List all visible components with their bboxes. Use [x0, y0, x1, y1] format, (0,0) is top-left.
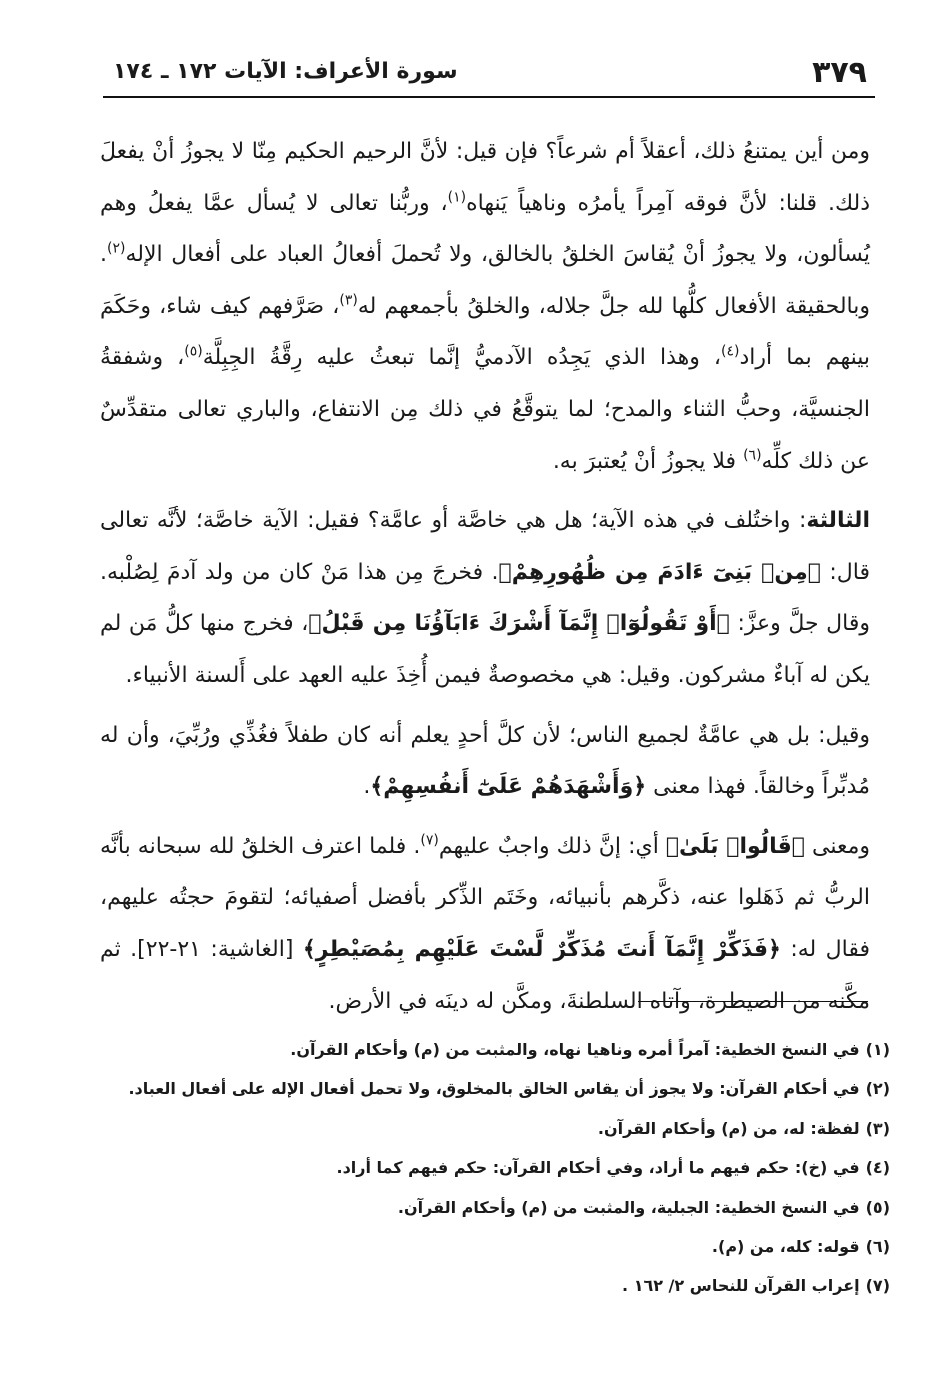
footnote-ref[interactable]: (١): [447, 189, 467, 206]
footnote-item: [100, 1266, 890, 1305]
text-run: ومعنى: [804, 833, 870, 859]
text-run: [الغاشية: ٢١-٢٢]. ثم مكَّنه من الصيطرة، وآتاه السلطنةَ، ومكَّن له دينَه في الأرض.: [100, 936, 870, 1014]
page-number: ٣٧٩: [812, 55, 867, 90]
quran-quote: ﴿أَوْ تَقُولُوٓا۟ إِنَّمَآ أَشْرَكَ ءَابَآؤُنَا مِن قَبْلُ﴾: [308, 611, 730, 637]
footnote-number: (٢): [865, 1079, 890, 1099]
quran-quote: ﴿وَأَشْهَدَهُمْ عَلَىٰٓ أَنفُسِهِمْ﴾: [370, 774, 647, 800]
footnote-ref[interactable]: (٧): [420, 832, 439, 849]
text-run: ، وربُّنا تعالى لا يُسأل عمَّا يفعلُ وهم يُسألون، ولا يجوزُ أنْ يُقاسَ الخلقُ بالخالق، ولا تُحملَ أفعالُ العباد على أفعال الإله: [100, 190, 870, 268]
footnote-text: في النسخ الخطية: آمراً أمره وناهيا نهاه، والمثبت من (م) وأحكام القرآن.: [290, 1040, 860, 1059]
text-run: وقيل: بل هي عامَّةٌ لجميع الناس؛ لأن كلَّ أحدٍ يعلم أنه كان طفلاً فغُذِّي ورُبِّيَ، وأن له مُدبِّراً وخالقاً. فهذا معنى: [100, 722, 870, 800]
text-run: ، وشفقةُ الجنسيَّة، وحبُّ الثناء والمدح؛ لما يتوقَّعُ في ذلك مِن الانتفاع، والباري تعالى متقدِّسٌ عن ذلك كلِّه: [100, 345, 870, 474]
footnote-item: [100, 1030, 890, 1069]
text-run: ، فخرج منها كلُّ مَن لم يكن له آباءٌ مشركون. وقيل: هي مخصوصةٌ فيمن أُخِذَ عليه العهد على أَلسنة الأنبياء.: [100, 611, 870, 688]
footnote-ref[interactable]: (٥): [184, 344, 203, 361]
paragraph-2: [100, 495, 870, 701]
footnote-number: (٧): [865, 1276, 890, 1296]
text-run: ، وهذا الذي يَجِدُه الآدميُّ إنَّما تبعثُ عليه رِقَّةُ الجِبِلَّة: [202, 345, 722, 371]
text-run: . وبالحقيقة الأفعال كلُّها لله جلَّ جلاله، والخلقُ بأجمعهم له: [100, 242, 870, 319]
footnote-text: لفظة: له، من (م) وأحكام القرآن.: [597, 1118, 860, 1138]
text-run: ، صَرَّفهم كيف شاء، وحَكَمَ بينهم بما أراد: [100, 293, 870, 371]
footnote-ref[interactable]: (٣): [339, 292, 358, 309]
footnote-ref[interactable]: (٦): [743, 447, 762, 464]
footnote-number: (١): [865, 1040, 890, 1059]
footnote-text: قوله: كله، من (م).: [711, 1236, 860, 1256]
footnote-text: إعراب القرآن للنحاس ٢/ ١٦٢ .: [622, 1276, 860, 1296]
footnotes-list: [100, 1030, 890, 1306]
text-run: . فخرجَ مِن هذا مَنْ كان من ولد آدمَ لِصُلْبه. وقال جلَّ وعزَّ:: [100, 559, 870, 637]
paragraph-3: [100, 710, 870, 813]
paragraph-1: [100, 126, 870, 487]
paragraph-4: [100, 821, 870, 1027]
page-header: [103, 55, 875, 95]
quran-quote: ﴿قَالُوا۟ بَلَىٰ﴾: [665, 833, 805, 859]
footnote-text: في أحكام القرآن: ولا يجوز أن يقاس الخالق بالمخلوق، ولا تحمل أفعال الإله على أفعال العباد.: [128, 1079, 860, 1099]
footnote-item: [100, 1109, 890, 1148]
footnote-ref[interactable]: (٤): [721, 344, 740, 361]
footnote-number: (٦): [865, 1236, 890, 1256]
header-rule: [103, 96, 875, 98]
main-text: [100, 126, 870, 1027]
footnote-number: (٥): [865, 1197, 890, 1217]
footnote-ref[interactable]: (٢): [107, 240, 126, 257]
footnote-item: [100, 1188, 890, 1227]
text-run: فلا يجوزُ أنْ يُعتبرَ به.: [552, 448, 744, 474]
text-run: ومن أين يمتنعُ ذلك، أعقلاً أم شرعاً؟ فإن قيل: لأنَّ الرحيم الحكيم مِنّا لا يجوزُ أنْ يفعلَ ذلك. قلنا: لأنَّ فوقه آمِراً يأمرُه وناهياً يَنهاه: [100, 139, 870, 216]
footnote-text: في (خ): حكم فيهم ما أراد، وفي أحكام القرآن: حكم فيهم كما أراد.: [336, 1158, 860, 1178]
quran-quote: ﴿مِنۢ بَنِىٓ ءَادَمَ مِن ظُهُورِهِمْ﴾: [498, 559, 822, 585]
text-run: . فلما اعترف الخلقُ لله سبحانه بأنَّه الربُّ ثم ذَهَلوا عنه، ذكَّرهم بأنبيائه، وخَتَم الذِّكر بأفضل أصفيائه؛ لتقومَ حجتُه عليهم، فقال له:: [100, 833, 871, 962]
text-run: : واختُلف في هذه الآية؛ هل هي خاصَّة أو عامَّة؟ فقيل: الآية خاصَّة؛ لأنَّه تعالى قال:: [100, 508, 871, 585]
running-title: سورة الأعراف: الآيات ١٧٢ ـ ١٧٤: [113, 59, 458, 84]
text-run: .: [363, 774, 371, 800]
footnote-item: [100, 1148, 890, 1187]
footnote-separator: [638, 1001, 868, 1002]
footnote-text: في النسخ الخطية: الجبلية، والمثبت من (م) وأحكام القرآن.: [397, 1197, 860, 1217]
text-run: أي: إنَّ ذلك واجبٌ عليهم: [438, 833, 666, 859]
footnote-number: (٤): [865, 1158, 890, 1178]
footnote-item: [100, 1069, 890, 1108]
quran-quote: ﴿فَذَكِّرْ إِنَّمَآ أَنتَ مُذَكِّرٌ لَّسْتَ عَلَيْهِم بِمُصَيْطِرٍ﴾: [302, 936, 781, 962]
footnote-item: [100, 1227, 890, 1266]
footnote-number: (٣): [865, 1118, 890, 1138]
section-lead: الثالثة: [806, 508, 870, 534]
